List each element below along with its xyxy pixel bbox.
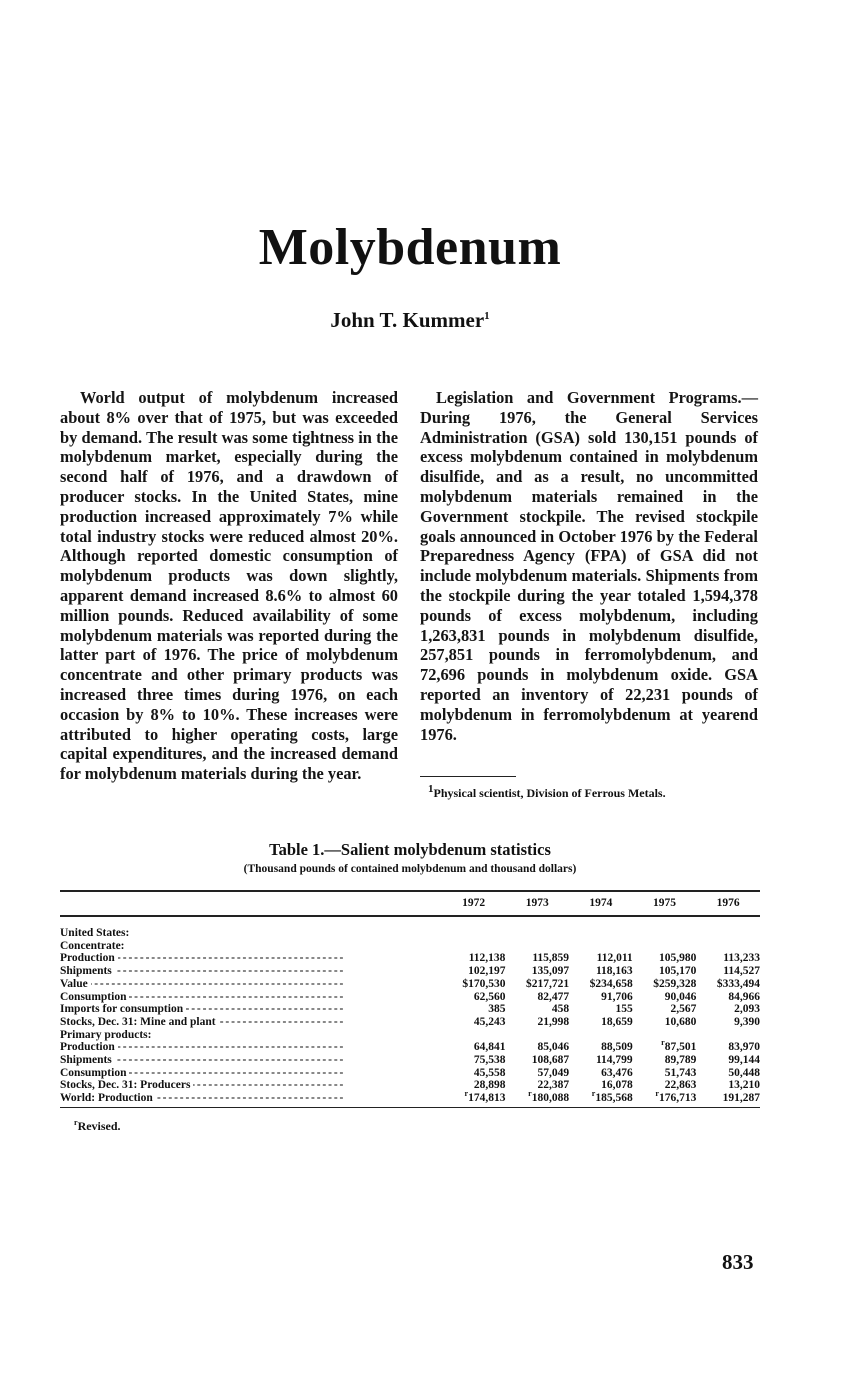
cell: 45,243 (473, 1015, 506, 1028)
page-number: 833 (722, 1250, 754, 1274)
header-year: 1976 (696, 891, 760, 916)
row-label: Production - - - (60, 1041, 442, 1054)
cell: $^r$176,713 (633, 1092, 697, 1107)
revised-mark: r (528, 1089, 532, 1099)
table-row (60, 1041, 760, 1054)
cell: 84,966 (728, 990, 760, 1003)
header-year: 1975 (633, 891, 697, 916)
cell (569, 927, 633, 940)
cell: 51,743 (664, 1066, 697, 1079)
cell: 18,659 (601, 1015, 633, 1028)
cell: $^r$174,813 (442, 1092, 506, 1107)
revised-note: Revised. (77, 1119, 121, 1133)
cell: 108,687 (531, 1054, 570, 1067)
cell: 91,706 (601, 990, 633, 1003)
cell: 112,138 (468, 952, 506, 965)
row-label: Consumption - - - (60, 1067, 442, 1080)
row-label: Concentrate: (60, 940, 442, 953)
cell: 2,093 (734, 1003, 760, 1016)
table-title: Table 1.—Salient molybdenum statistics (269, 840, 551, 859)
cell: 118,163 (595, 965, 633, 978)
cell (505, 940, 569, 953)
row-label: Imports for consumption - - - (60, 1003, 442, 1016)
table-spacer-row (60, 916, 760, 927)
table-row (60, 1067, 760, 1080)
header-year: 1974 (569, 891, 633, 916)
table-row (60, 1054, 760, 1067)
page-title: Molybdenum (258, 219, 562, 276)
row-label: Consumption - - - (60, 991, 442, 1004)
cell: 102,197 (468, 965, 506, 978)
row-label: Stocks, Dec. 31: Producers - - - (60, 1079, 442, 1092)
cell: 50,448 (728, 1066, 760, 1079)
cell (569, 940, 633, 953)
cell (696, 927, 760, 940)
cell: $234,658 (589, 977, 633, 990)
cell: 114,799 (595, 1054, 633, 1067)
cell: 89,789 (664, 1054, 697, 1067)
cell: 16,078 (601, 1079, 633, 1092)
cell: $333,494 (716, 977, 760, 990)
cell: 112,011 (596, 952, 633, 965)
cell: 191,287 (696, 1092, 760, 1107)
cell (633, 940, 697, 953)
cell (505, 927, 569, 940)
cell: 385 (488, 1003, 506, 1016)
cell: 105,170 (658, 965, 697, 978)
footnote-mark: 1 (428, 783, 434, 795)
cell: 57,049 (537, 1066, 570, 1079)
cell: 99,144 (728, 1054, 760, 1067)
right-column (420, 388, 758, 744)
row-label: Production - - - (60, 952, 442, 965)
cell: 62,560 (473, 990, 506, 1003)
cell (696, 940, 760, 953)
cell: $217,721 (525, 977, 570, 990)
table-subtitle: (Thousand pounds of contained molybdenum and thousand dollars) (243, 863, 577, 875)
author-name: John T. Kummer (330, 308, 485, 332)
cell: 45,558 (473, 1066, 506, 1079)
table-row (60, 991, 760, 1004)
cell (442, 1029, 506, 1042)
cell: $170,530 (462, 977, 506, 990)
cell: 10,680 (664, 1015, 697, 1028)
table-row (60, 965, 760, 978)
cell: $^r$185,568 (569, 1092, 633, 1107)
cell: 22,387 (537, 1079, 570, 1092)
cell: 90,046 (664, 990, 697, 1003)
footnote-rule (420, 776, 516, 777)
salient-statistics-table (60, 890, 760, 1108)
cell: 83,970 (728, 1041, 760, 1054)
intro-paragraph: World output of molybdenum increased about 8% over that of 1975, but was exceeded by demand. The result was some tightness in the molybdenum market, especially during the second half of 1976, and a drawdown of producer stocks. In the United States, mine production increased approximately 7% while total industry stocks were reduced almost 20%. Although reported domestic consumption of molybdenum products was down slightly, apparent demand increased 8.6% to almost 60 million pounds. Reduced availability of some molybdenum materials was reported during the latter part of 1976. The price of molybdenum concentrate and other primary products was increased three times during 1976, on each occasion by 8% to 10%. These increases were attributed to higher operating costs, large capital expenditures, and the increased demand for molybdenum materials during the year. (60, 388, 398, 784)
row-label: World: Production - - - (60, 1092, 442, 1107)
cell: 9,390 (734, 1015, 760, 1028)
cell: 135,097 (531, 965, 570, 978)
cell: 64,841 (473, 1041, 506, 1054)
cell: 105,980 (658, 952, 697, 965)
row-label: Value - - - (60, 978, 442, 991)
revised-mark: r (661, 1038, 665, 1048)
cell (569, 1029, 633, 1042)
left-column (60, 388, 398, 784)
table-row (60, 1029, 760, 1042)
header-label-cell (60, 891, 442, 916)
cell: 2,567 (670, 1003, 697, 1016)
footnote-text: Physical scientist, Division of Ferrous Metals. (433, 786, 666, 800)
cell: 13,210 (728, 1079, 760, 1092)
row-label: Stocks, Dec. 31: Mine and plant - - - (60, 1016, 442, 1029)
cell: 82,477 (537, 990, 570, 1003)
cell (505, 1029, 569, 1042)
cell: 115,859 (532, 952, 570, 965)
table-row (60, 1092, 760, 1107)
cell (442, 940, 506, 953)
cell: 113,233 (723, 952, 760, 965)
cell: 75,538 (473, 1054, 506, 1067)
cell (696, 1029, 760, 1042)
table-row (60, 1016, 760, 1029)
author (0, 308, 820, 333)
cell: 22,863 (664, 1079, 697, 1092)
cell: 458 (551, 1003, 570, 1016)
row-label: Shipments - - - (60, 965, 442, 978)
table-header-row (60, 891, 760, 916)
cell: $^r$87,501 (661, 1038, 697, 1054)
table-row (60, 1003, 760, 1016)
cell: $259,328 (653, 977, 697, 990)
legislation-paragraph (420, 388, 758, 744)
cell: 88,509 (601, 1041, 633, 1054)
cell (442, 927, 506, 940)
author-footnote (428, 783, 666, 801)
author-footnote-mark: 1 (484, 310, 490, 322)
row-label: United States: (60, 927, 442, 940)
header-year: 1972 (442, 891, 506, 916)
table-row (60, 940, 760, 953)
cell (633, 927, 697, 940)
legislation-text: —During 1976, the General Services Administration (GSA) sold 130,151 pounds of excess molybdenum contained in molybdenum disulfide, and as a result, no uncommitted molybdenum materials remained in the Government stockpile. The revised stockpile goals announced in October 1976 by the Federal Preparedness Agency (FPA) of GSA did not include molybdenum materials. Shipments from the stockpile during the year totaled 1,594,378 pounds of excess molybdenum, including 1,263,831 pounds in molybdenum disulfide, 257,851 pounds in ferromolybdenum, and 72,696 pounds in molybdenum oxide. GSA reported an inventory of 22,231 pounds of molybdenum in ferromolybdenum at yearend 1976. (420, 388, 758, 744)
revised-mark: r (591, 1089, 596, 1099)
cell: 21,998 (537, 1015, 570, 1028)
legislation-heading: Legislation and Government Programs. (436, 388, 742, 407)
cell: 114,527 (723, 965, 760, 978)
cell: 28,898 (473, 1079, 506, 1092)
revised-mark: r (74, 1118, 78, 1127)
revised-mark: r (464, 1089, 469, 1099)
revised-mark: r (655, 1089, 659, 1099)
row-label: Shipments - - - (60, 1054, 442, 1067)
table-row (60, 952, 760, 965)
revised-footnote (74, 1119, 121, 1134)
cell: 85,046 (537, 1041, 570, 1054)
cell: $^r$180,088 (505, 1092, 569, 1107)
table-row (60, 978, 760, 991)
row-label: Primary products: (60, 1029, 442, 1042)
table-row (60, 927, 760, 940)
header-year: 1973 (505, 891, 569, 916)
cell: 63,476 (601, 1066, 633, 1079)
cell: 155 (615, 1003, 633, 1016)
